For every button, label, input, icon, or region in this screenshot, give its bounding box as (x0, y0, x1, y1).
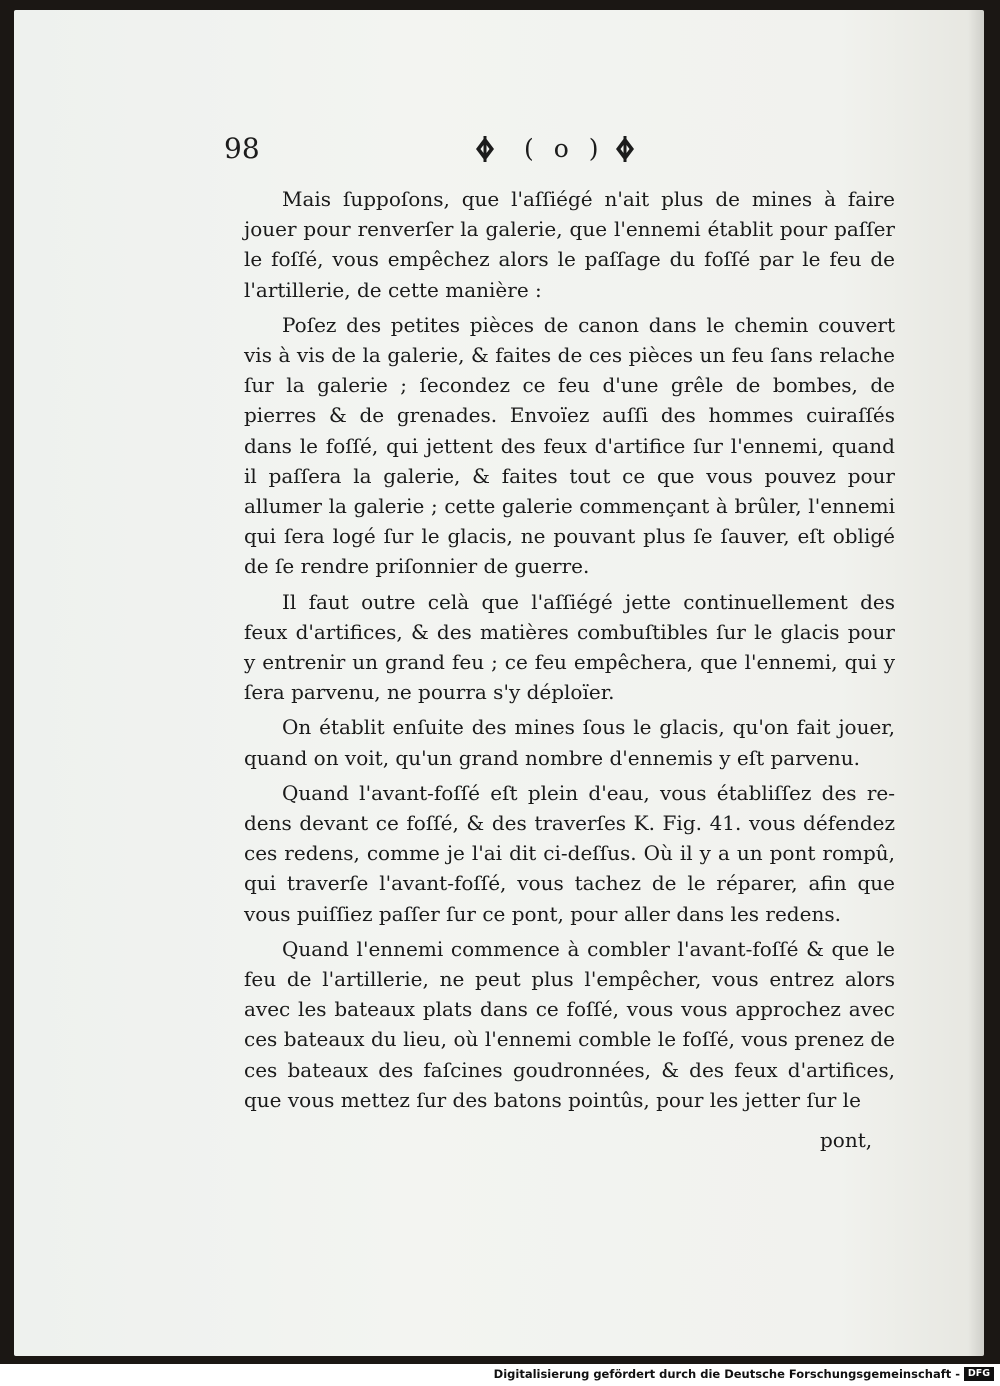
paragraph: On établit enſuite des mines ſous le glacis, qu'on fait jouer, quand on voit, qu'un grand nombre d'ennemis y eſt parvenu. (244, 715, 895, 770)
page-header (224, 130, 724, 180)
dfg-logo: DFG (964, 1367, 994, 1381)
paragraph: Mais ſuppoſons, que l'aſſiégé n'ait plus de mines à faire jouer pour renverſer la galerie, que l'ennemi établit pour paſſer le foſſé, vous empêchez alors le paſſage du foſſé par le feu de l'artillerie, de cette manière : (244, 187, 895, 302)
footer (0, 1364, 1000, 1386)
running-head: ( o ) (524, 134, 605, 163)
page-number: 98 (224, 132, 260, 165)
paragraph: Poſez des petites pièces de canon dans le chemin couvert vis à vis de la galerie, & faites de ces pièces un feu ſans relache ſur la galerie ; ſecondez ce feu d'une grêle de bombes, de pierres & de grenades. Envoïez auſſi des hommes cuiraſſés dans le foſſé, qui jettent des feux d'artifice ſur l'ennemi, quand il paſſera la galerie, & faites tout ce que vous pouvez pour allumer la galerie ; cette galerie commençant à brûler, l'ennemi qui ſera logé ſur le glacis, ne pouvant plus ſe ſauver, eſt obligé de ſe rendre priſonnier de guerre. (244, 312, 895, 579)
body-text (244, 184, 895, 1120)
funding-note: Digitalisierung gefördert durch die Deutsche Forschungsgemeinschaft - (493, 1367, 960, 1381)
paragraph: Il faut outre celà que l'aſſiégé jette continuellement des feux d'artifices, & des matières combuſtibles ſur le glacis pour y entrenir un grand feu ; ce feu empêchera, que l'ennemi, qui y ſera parvenu, ne pourra s'y déploïer. (244, 589, 895, 705)
fleuron-ornament-icon (614, 136, 636, 162)
fleuron-ornament-icon (474, 136, 496, 162)
catchword: pont, (820, 1128, 873, 1152)
paragraph: Quand l'ennemi commence à combler l'avant-foſſé & que le feu de l'artillerie, ne peut plus l'empêcher, vous entrez alors avec les bateaux plats dans ce foſſé, vous vous approchez avec ces bateaux du lieu, où l'ennemi comble le foſſé, vous prenez de ces bateaux des faſcines goudronnées, & des feux d'artifices, que vous mettez ſur des batons pointûs, pour les jetter ſur le (244, 936, 895, 1112)
page-gutter-shadow (968, 10, 984, 1356)
paragraph: Quand l'avant-foſſé eſt plein d'eau, vous établiſſez des redens devant ce foſſé, & des traverſes K. Fig. 41. vous défendez ces redens, comme je l'ai dit ci-deſſus. Où il y a un pont rompû, qui traverſe l'avant-foſſé, vous tachez de le réparer, afin que vous puiſſiez paſſer ſur ce pont, pour aller dans les redens. (244, 780, 895, 926)
